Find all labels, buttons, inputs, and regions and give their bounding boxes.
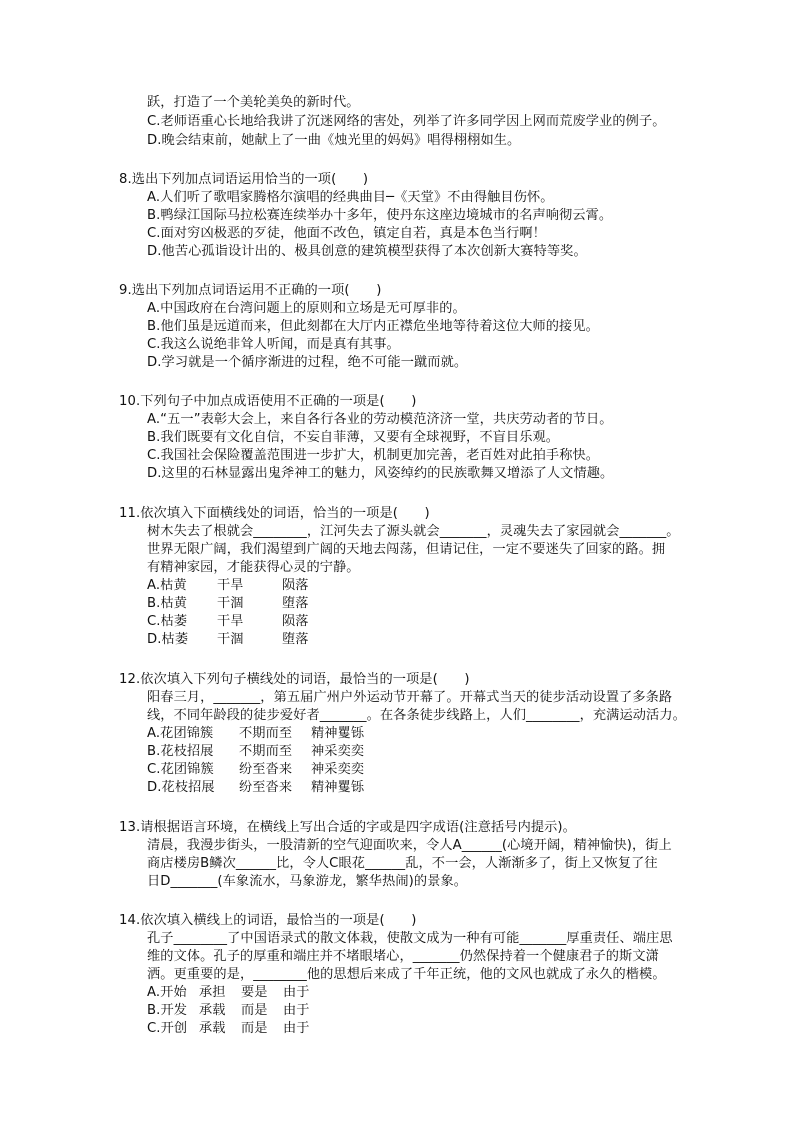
option-word: A.开始 (147, 985, 187, 1000)
option-word: B.开发 (147, 1003, 188, 1018)
option-d: D.他苦心孤诣设计出的、极具创意的建筑模型获得了本次创新大赛特等奖。 (147, 244, 587, 259)
option-word: 不期而至 (239, 744, 293, 759)
option-word: A.枯黄 (147, 578, 187, 593)
option-a (147, 984, 310, 1002)
option-word: 干涸 (217, 596, 244, 611)
passage-line: 洒。更重要的是，________他的思想后来成了千年正统，他的文风也就成了永久的楷模。 (147, 967, 666, 982)
option-b: B.鸭绿江国际马拉松赛连续举办十多年，使丹东这座边境城市的名声响彻云霄。 (147, 208, 613, 223)
passage-line: 树木失去了根就会________，江河失去了源头就会_______，灵魂失去了家园就会_______。 (147, 524, 680, 539)
option-word: 精神矍铄 (311, 726, 365, 741)
option-b (147, 1002, 310, 1020)
question-stem: 8.选出下列加点词语运用恰当的一项( ) (119, 172, 369, 187)
option-a: A.人们听了歌唱家腾格尔演唱的经典曲目─《天堂》不由得触目伤怀。 (147, 190, 554, 205)
option-word: D.枯萎 (147, 632, 189, 647)
passage-line: 阳春三月，_______，第五届广州户外运动节开幕了。开幕式当天的徒步活动设置了多条路 (147, 690, 673, 705)
option-d: D.学习就是一个循序渐进的过程，绝不可能一蹴而就。 (147, 355, 468, 370)
option-a: A.“五一”表彰大会上，来自各行各业的劳动模范济济一堂，共庆劳动者的节日。 (147, 412, 613, 427)
question-stem: 11.依次填入下面横线处的词语，恰当的一项是( ) (119, 506, 430, 521)
option-word: B.枯黄 (147, 596, 188, 611)
question-stem: 10.下列句子中加点成语使用不正确的一项是( ) (119, 394, 417, 409)
option-word: 而是 (241, 1021, 268, 1036)
option-word: 堕落 (282, 596, 309, 611)
option-c: C.面对穷凶极恶的歹徒，他面不改色，镇定自若，真是本色当行啊！ (147, 226, 546, 241)
option-d (147, 631, 352, 649)
option-word: 精神矍铄 (311, 780, 365, 795)
passage-line: 清晨，我漫步街头，一股清新的空气迎面吹来，令人A______(心境开阔，精神愉快)，街上 (147, 838, 672, 853)
option-word: A.花团锦簇 (147, 726, 214, 741)
option-word: B.花枝招展 (147, 744, 214, 759)
option-word: 承担 (199, 985, 226, 1000)
option-word: 纷至沓来 (239, 780, 293, 795)
option-word: 承载 (199, 1003, 226, 1018)
option-word: D.花枝招展 (147, 780, 215, 795)
passage-line: 线，不同年龄段的徒步爱好者_______。在各条徒步线路上，人们________，充满运动活力。 (147, 708, 686, 723)
option-b (147, 743, 391, 761)
option-word: C.枯萎 (147, 614, 188, 629)
option-c: C.我国社会保险覆盖范围进一步扩大，机制更加完善，老百姓对此拍手称快。 (147, 448, 600, 463)
passage-line: 孔子________了中国语录式的散文体栽，使散文成为一种有可能_______厚重责任、端庄思 (147, 931, 673, 946)
option-a: A.中国政府在台湾问题上的原则和立场是无可厚非的。 (147, 301, 466, 316)
option-c (147, 761, 391, 779)
option-word: 陨落 (282, 578, 309, 593)
option-c (147, 1020, 310, 1038)
option-b: B.他们虽是远道而来，但此刻都在大厅内正襟危坐地等待着这位大师的接见。 (147, 319, 599, 334)
passage-line: 商店楼房B鳞次______比，令人C眼花______乱，不一会，人渐渐多了，街上又恢复了往 (147, 856, 658, 871)
question-stem: 12.依次填入下列句子横线处的词语，最恰当的一项是( ) (119, 672, 470, 687)
option-word: 陨落 (282, 614, 309, 629)
option-a (147, 725, 391, 743)
option-word: 干旱 (217, 614, 244, 629)
option-word: 神采奕奕 (311, 762, 365, 777)
question-stem: 14.依次填入横线上的词语，最恰当的一项是( ) (119, 913, 417, 928)
option-word: C.开创 (147, 1021, 188, 1036)
passage-line: 维的文体。孔子的厚重和端庄并不堵眼堵心，_______仍然保持着一个健康君子的斯文潇 (147, 949, 659, 964)
option-word: 由于 (283, 985, 310, 1000)
option-word: 而是 (241, 1003, 268, 1018)
option-d (147, 779, 391, 797)
option-word: 干旱 (217, 578, 244, 593)
option-word: 干涸 (217, 632, 244, 647)
question-stem: 9.选出下列加点词语运用不正确的一项( ) (119, 283, 382, 298)
text-line: 跃，打造了一个美轮美奂的新时代。 (147, 95, 360, 110)
passage-line: 有精神家园，才能获得心灵的宁静。 (147, 560, 360, 575)
option-word: C.花团锦簇 (147, 762, 214, 777)
option-word: 承载 (199, 1021, 226, 1036)
passage-line: 世界无限广阔，我们渴望到广阔的天地去闯荡，但请记住，一定不要迷失了回家的路。拥 (147, 542, 666, 557)
option-word: 神采奕奕 (311, 744, 365, 759)
option-c: C.老师语重心长地给我讲了沉迷网络的害处，列举了许多同学因上网而荒废学业的例子。 (147, 114, 666, 129)
option-word: 由于 (283, 1021, 310, 1036)
option-word: 由于 (283, 1003, 310, 1018)
question-stem: 13.请根据语言环境，在横线上写出合适的字或是四字成语(注意括号内提示)。 (119, 820, 576, 835)
option-word: 纷至沓来 (239, 762, 293, 777)
option-c (147, 613, 352, 631)
passage-line: 日D_______(车象流水，马象游龙，繁华热闹)的景象。 (147, 874, 468, 889)
option-word: 要是 (241, 985, 268, 1000)
option-c: C.我这么说绝非耸人听闻，而是真有其事。 (147, 337, 400, 352)
option-a (147, 577, 352, 595)
option-word: 不期而至 (239, 726, 293, 741)
option-b (147, 595, 352, 613)
option-d: D.这里的石林显露出鬼斧神工的魅力，风姿绰约的民族歌舞又增添了人文情趣。 (147, 466, 614, 481)
option-word: 堕落 (282, 632, 309, 647)
option-d: D.晚会结束前，她献上了一曲《烛光里的妈妈》唱得栩栩如生。 (147, 133, 521, 148)
option-b: B.我们既要有文化自信，不妄自菲薄，又要有全球视野，不盲目乐观。 (147, 430, 560, 445)
